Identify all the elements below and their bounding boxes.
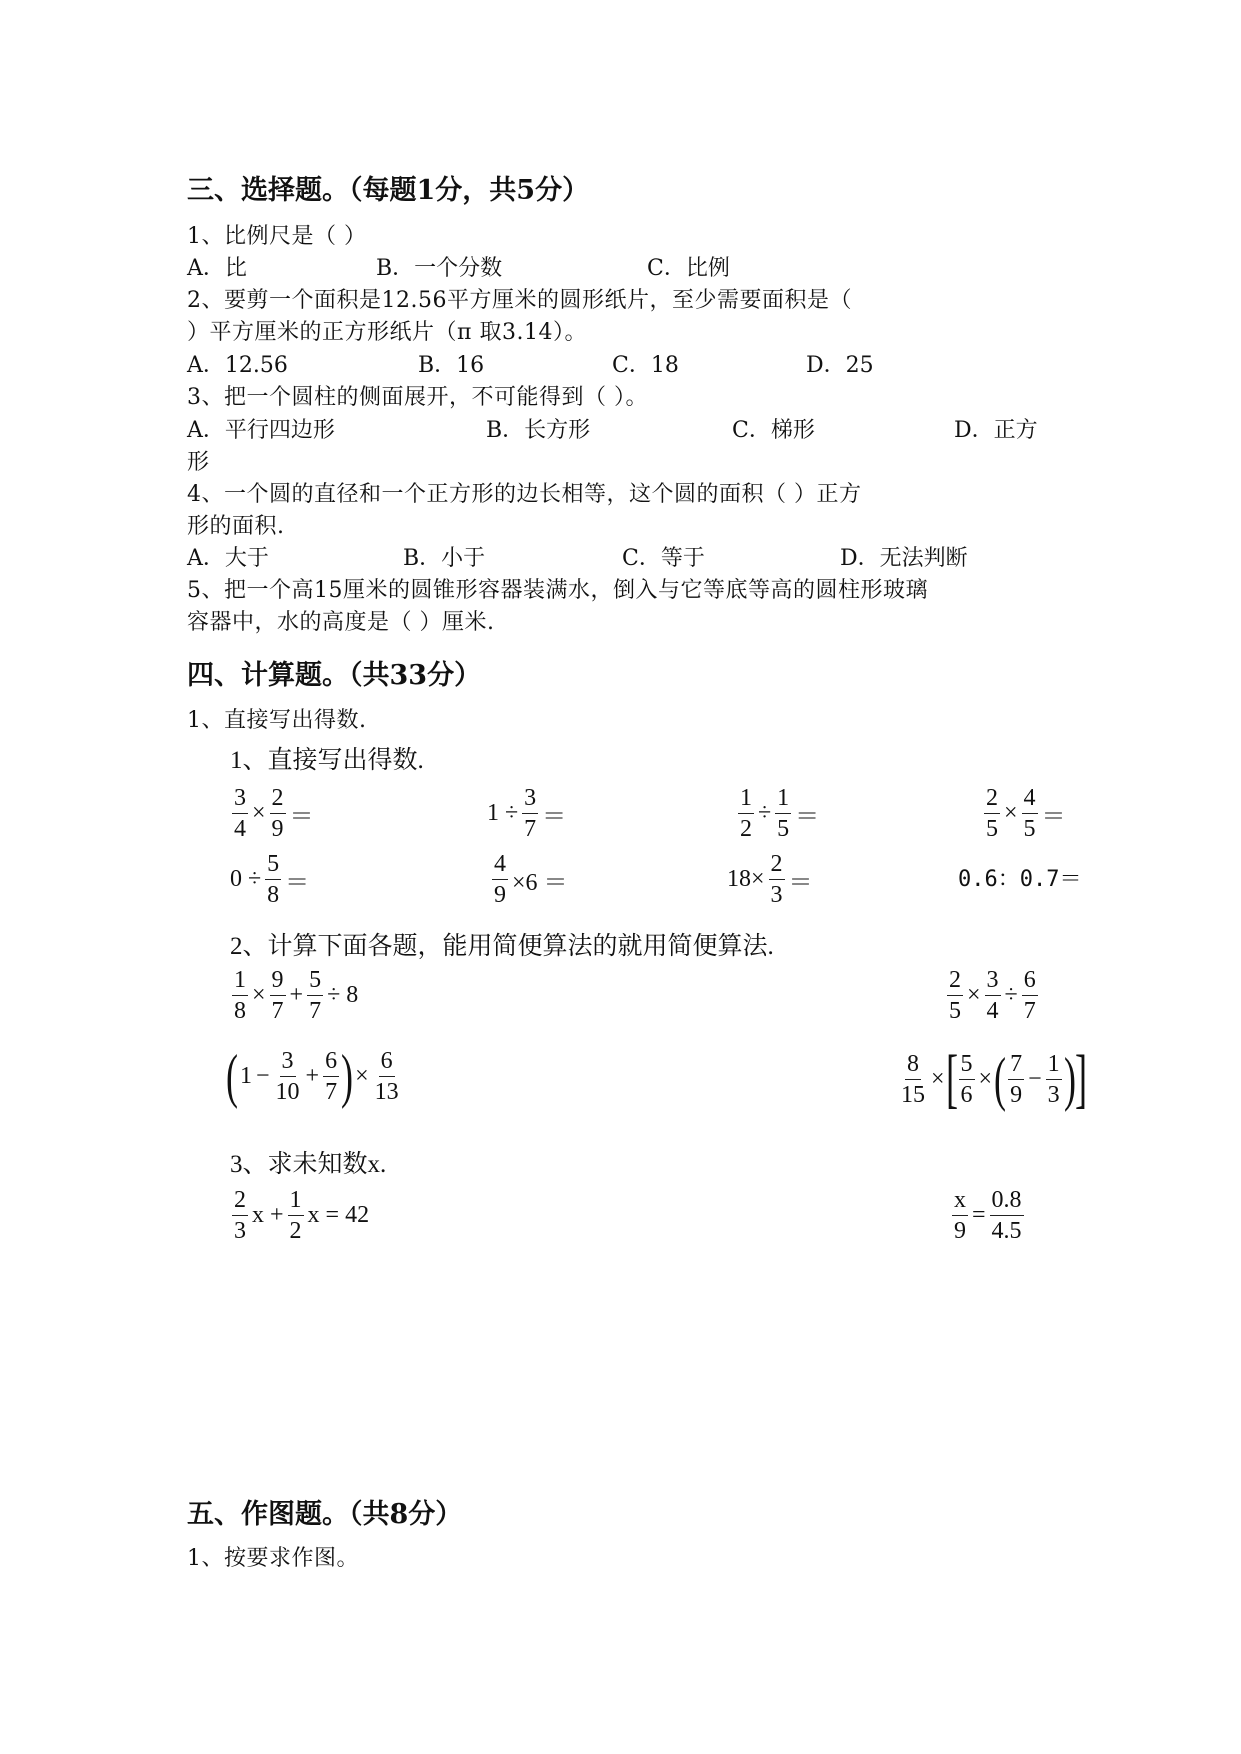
expr-r1-2: 1 ÷ $\frac{3}{7}$ ＝ bbox=[487, 785, 567, 842]
expr-r1-3: $\frac{1}{2}$ ÷ $\frac{1}{5}$ ＝ bbox=[740, 785, 820, 842]
q4-option-c: C．等于 bbox=[622, 546, 705, 571]
q3-option-d: D．正方 bbox=[954, 418, 1038, 443]
expr-r2-4: 0.6：0.7＝ bbox=[958, 867, 1082, 892]
q2-option-d: D．25 bbox=[806, 353, 874, 378]
calc-expr-3: ( 1 − $\frac{3}{10}$ + $\frac{6}{7}$ ) × $\frac{6}{13}$ bbox=[225, 1043, 399, 1109]
q5-stem-line2: 容器中，水的高度是（ ）厘米. bbox=[187, 610, 495, 635]
q3-stem: 3、把一个圆柱的侧面展开，不可能得到（ ）。 bbox=[187, 385, 648, 410]
q1-option-a: A．比 bbox=[187, 256, 247, 281]
q3-option-a: A．平行四边形 bbox=[187, 418, 335, 443]
q4-option-b: B．小于 bbox=[403, 546, 486, 571]
drawing-q1-stem: 1、按要求作图。 bbox=[187, 1546, 359, 1571]
calc-expr-1: $\frac{1}{8}$ × $\frac{9}{7}$ + $\frac{5}{7}$ ÷ 8 bbox=[234, 967, 359, 1024]
q2-option-a: A．12.56 bbox=[187, 353, 288, 378]
q3-option-b: B．长方形 bbox=[486, 418, 591, 443]
calc-expr-4: $\frac{8}{15}$ × [ $\frac{5}{6}$ × ( $\frac{7}{9}$ − $\frac{1}{3}$ ) ] bbox=[901, 1042, 1087, 1115]
q3-option-c: C．梯形 bbox=[732, 418, 815, 443]
expr-r1-1: $\frac{3}{4}$ × $\frac{2}{9}$ ＝ bbox=[234, 785, 314, 842]
sub-heading-1: 1、直接写出得数. bbox=[230, 747, 424, 774]
q5-stem-line1: 5、把一个高15厘米的圆锥形容器装满水，倒入与它等底等高的圆柱形玻璃 bbox=[187, 578, 928, 603]
section-4-title: 四、计算题。（共33分） bbox=[187, 660, 482, 691]
q2-option-b: B．16 bbox=[418, 353, 485, 378]
q4-stem-line1: 4、一个圆的直径和一个正方形的边长相等，这个圆的面积（ ）正方 bbox=[187, 482, 862, 507]
expr-r2-3: 18× $\frac{2}{3}$ ＝ bbox=[727, 851, 813, 908]
section-3-title: 三、选择题。（每题1分，共5分） bbox=[187, 175, 590, 206]
q3-option-d-wrap: 形 bbox=[187, 450, 210, 475]
q1-stem: 1、比例尺是（ ） bbox=[187, 224, 367, 249]
equation-2: $\frac{x}{9}$ = $\frac{0.8}{4.5}$ bbox=[954, 1187, 1022, 1244]
calc-expr-2: $\frac{2}{5}$ × $\frac{3}{4}$ ÷ $\frac{6}{7}$ bbox=[949, 967, 1036, 1024]
q2-stem-line2: ）平方厘米的正方形纸片（π 取3.14）。 bbox=[187, 320, 587, 345]
q4-option-a: A．大于 bbox=[187, 546, 269, 571]
sub-heading-2: 2、计算下面各题，能用简便算法的就用简便算法. bbox=[230, 933, 774, 960]
q4-stem-line2: 形的面积. bbox=[187, 514, 285, 539]
section-5-title: 五、作图题。（共8分） bbox=[187, 1499, 463, 1530]
expr-r2-2: $\frac{4}{9}$ ×6 ＝ bbox=[494, 851, 568, 908]
sub-heading-3: 3、求未知数x. bbox=[230, 1151, 387, 1178]
equation-1: $\frac{2}{3}$ x + $\frac{1}{2}$ x = 42 bbox=[234, 1187, 370, 1244]
expr-r1-4: $\frac{2}{5}$ × $\frac{4}{5}$ ＝ bbox=[986, 785, 1066, 842]
q4-option-d: D．无法判断 bbox=[840, 546, 968, 571]
calc-q1-stem: 1、直接写出得数. bbox=[187, 708, 367, 733]
expr-r2-1: 0 ÷ $\frac{5}{8}$ ＝ bbox=[230, 851, 310, 908]
q2-stem-line1: 2、要剪一个面积是12.56平方厘米的圆形纸片，至少需要面积是（ bbox=[187, 288, 852, 313]
q1-option-b: B．一个分数 bbox=[376, 256, 503, 281]
q2-option-c: C．18 bbox=[612, 353, 679, 378]
q1-option-c: C．比例 bbox=[647, 256, 730, 281]
